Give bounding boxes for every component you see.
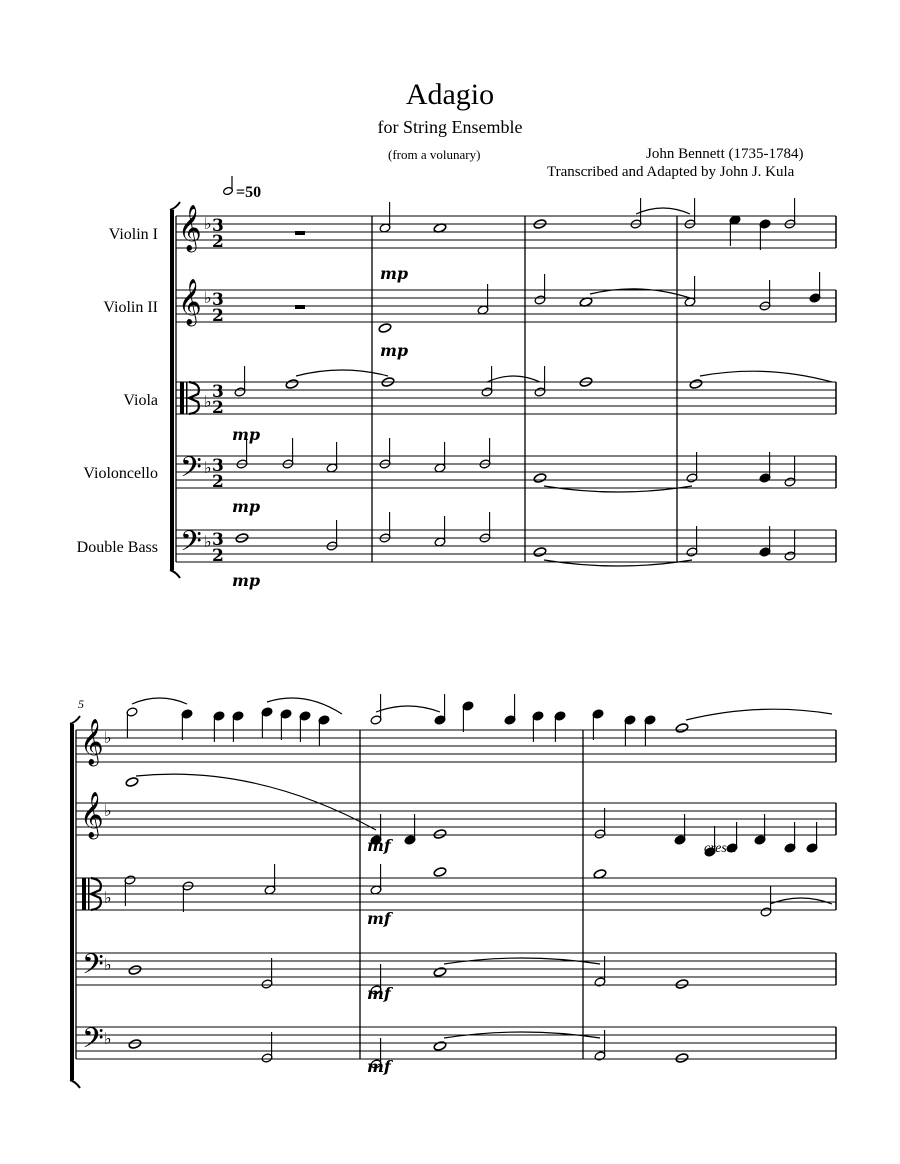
time-signature: 2 — [212, 398, 224, 418]
score-subtitle: for String Ensemble — [377, 117, 523, 137]
flat-sign: ♭ — [204, 288, 212, 307]
note-head — [128, 965, 142, 976]
score-title: Adagio — [405, 78, 495, 111]
tempo-marking — [223, 176, 261, 201]
composer-credit: John Bennett (1735-1784) — [646, 146, 804, 162]
slur — [544, 486, 692, 492]
half-rest — [295, 231, 305, 235]
flat-sign: ♭ — [204, 392, 212, 411]
flat-sign: ♭ — [104, 955, 112, 974]
note-head — [433, 1041, 447, 1052]
instrument-label-violin-2: Violin II — [103, 299, 158, 316]
slur — [487, 376, 540, 382]
system-bracket — [170, 210, 174, 570]
flat-sign: ♭ — [104, 801, 112, 820]
source-note: (from a volunary) — [388, 147, 481, 162]
alto-clef — [82, 878, 86, 910]
tempo-text: =50 — [236, 184, 262, 201]
flat-sign: ♭ — [104, 1029, 112, 1048]
dynamic-cresc: cresc. — [704, 841, 737, 856]
time-signature: 2 — [212, 306, 224, 326]
instrument-label-violin-1: Violin I — [108, 226, 158, 243]
time-signature: 3 — [212, 216, 224, 236]
system-bracket — [70, 716, 80, 724]
dynamic-mp: mp — [232, 571, 261, 590]
slur — [267, 698, 342, 714]
time-signature: 3 — [212, 290, 224, 310]
alto-clef — [180, 382, 184, 414]
time-signature: 2 — [212, 546, 224, 566]
treble-clef: 𝄞 — [80, 792, 104, 838]
dynamic-mf: mf — [367, 909, 391, 928]
note-head — [675, 723, 689, 734]
note-head — [433, 967, 447, 978]
note-head — [675, 979, 689, 990]
dynamic-mf: mf — [367, 836, 391, 855]
system-bracket — [170, 570, 180, 578]
flat-sign: ♭ — [204, 532, 212, 551]
time-signature: 3 — [212, 382, 224, 402]
system-1 — [170, 198, 836, 578]
note-head — [125, 777, 139, 788]
note-head — [433, 829, 447, 840]
slur — [636, 208, 690, 214]
time-signature: 2 — [212, 232, 224, 252]
note-head — [285, 379, 299, 390]
bass-clef: 𝄢 — [82, 948, 104, 988]
instrument-label-viola: Viola — [123, 392, 158, 409]
note-head — [128, 1039, 142, 1050]
bass-clef: 𝄢 — [82, 1022, 104, 1062]
time-signature: 3 — [212, 456, 224, 476]
treble-clef: 𝄞 — [178, 279, 202, 325]
system-bracket — [70, 1080, 80, 1088]
bass-clef: 𝄢 — [180, 451, 202, 491]
dynamic-mp: mp — [232, 425, 261, 444]
slur — [686, 709, 832, 720]
treble-clef: 𝄞 — [178, 205, 202, 251]
slur — [132, 698, 187, 704]
note-head — [433, 867, 447, 878]
bass-clef: 𝄢 — [180, 525, 202, 565]
dynamic-mf: mf — [367, 1057, 391, 1076]
note-head — [533, 547, 547, 558]
slur — [544, 560, 692, 566]
treble-clef: 𝄞 — [80, 719, 104, 765]
time-signature: 2 — [212, 472, 224, 492]
flat-sign: ♭ — [104, 728, 112, 747]
instrument-label-double-bass: Double Bass — [76, 539, 158, 556]
note-head — [689, 379, 703, 390]
half-rest — [295, 305, 305, 309]
slur — [770, 898, 832, 904]
note-head — [378, 323, 392, 334]
dynamic-mp: mp — [380, 341, 409, 360]
measure-number: 5 — [78, 697, 84, 711]
flat-sign: ♭ — [104, 888, 112, 907]
time-signature: 3 — [212, 530, 224, 550]
system-2 — [70, 694, 836, 1088]
instrument-label-cello: Violoncello — [83, 465, 158, 482]
flat-sign: ♭ — [204, 458, 212, 477]
dynamic-mp: mp — [380, 264, 409, 283]
slur — [700, 371, 832, 382]
note-head — [533, 473, 547, 484]
note-head — [675, 1053, 689, 1064]
slur — [136, 774, 376, 830]
dynamic-mp: mp — [232, 497, 261, 516]
slur — [296, 370, 388, 376]
flat-sign: ♭ — [204, 214, 212, 233]
system-bracket — [70, 724, 74, 1080]
arranger-credit: Transcribed and Adapted by John J. Kula — [547, 164, 795, 180]
dynamic-mf: mf — [367, 984, 391, 1003]
slur — [376, 706, 440, 712]
